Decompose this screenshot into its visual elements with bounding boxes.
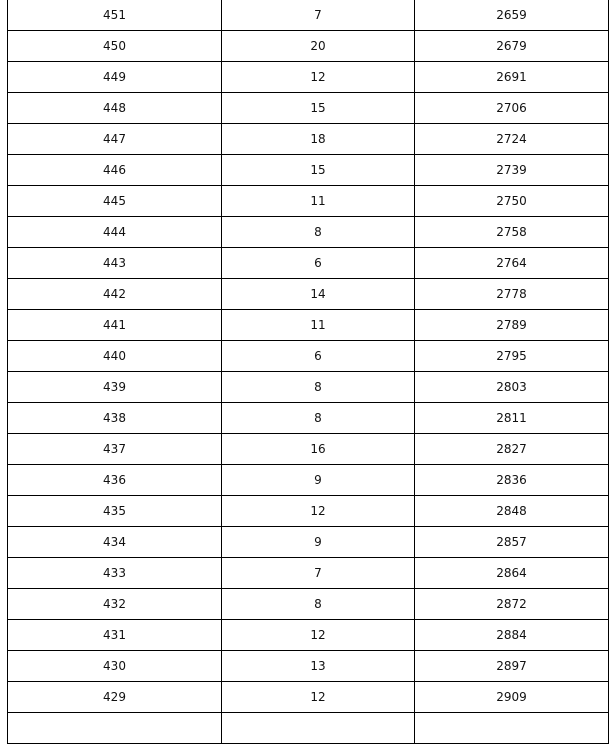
table-row bbox=[8, 124, 609, 155]
cumulative-cell: 2764 bbox=[415, 248, 609, 279]
count-cell: 13 bbox=[222, 651, 415, 682]
table-row bbox=[8, 31, 609, 62]
cumulative-cell: 2758 bbox=[415, 217, 609, 248]
cumulative-cell: 2811 bbox=[415, 403, 609, 434]
table-row bbox=[8, 651, 609, 682]
score-table-container bbox=[7, 0, 608, 744]
table-row bbox=[8, 527, 609, 558]
score-cell: 449 bbox=[8, 62, 222, 93]
cumulative-cell: 2864 bbox=[415, 558, 609, 589]
cumulative-cell: 2659 bbox=[415, 0, 609, 31]
cumulative-cell: 2827 bbox=[415, 434, 609, 465]
score-cell: 439 bbox=[8, 372, 222, 403]
count-cell: 14 bbox=[222, 279, 415, 310]
count-cell: 11 bbox=[222, 186, 415, 217]
count-cell: 20 bbox=[222, 31, 415, 62]
score-cell: 442 bbox=[8, 279, 222, 310]
count-cell: 16 bbox=[222, 434, 415, 465]
score-cell: 429 bbox=[8, 682, 222, 713]
table-row bbox=[8, 248, 609, 279]
score-cell: 443 bbox=[8, 248, 222, 279]
count-cell: 12 bbox=[222, 682, 415, 713]
score-cell: 436 bbox=[8, 465, 222, 496]
count-cell: 15 bbox=[222, 155, 415, 186]
cumulative-cell: 2706 bbox=[415, 93, 609, 124]
cumulative-cell: 2795 bbox=[415, 341, 609, 372]
count-cell: 11 bbox=[222, 310, 415, 341]
count-cell: 9 bbox=[222, 465, 415, 496]
score-cell: 438 bbox=[8, 403, 222, 434]
cumulative-cell: 2691 bbox=[415, 62, 609, 93]
score-cell bbox=[8, 713, 222, 744]
score-cell: 432 bbox=[8, 589, 222, 620]
score-cell: 430 bbox=[8, 651, 222, 682]
count-cell: 18 bbox=[222, 124, 415, 155]
cumulative-cell: 2789 bbox=[415, 310, 609, 341]
score-cell: 434 bbox=[8, 527, 222, 558]
table-row bbox=[8, 93, 609, 124]
table-row bbox=[8, 620, 609, 651]
count-cell: 6 bbox=[222, 341, 415, 372]
count-cell bbox=[222, 713, 415, 744]
cumulative-cell: 2836 bbox=[415, 465, 609, 496]
table-row bbox=[8, 713, 609, 744]
cumulative-cell: 2909 bbox=[415, 682, 609, 713]
table-row bbox=[8, 279, 609, 310]
table-row bbox=[8, 434, 609, 465]
table-row bbox=[8, 465, 609, 496]
count-cell: 7 bbox=[222, 0, 415, 31]
score-cell: 440 bbox=[8, 341, 222, 372]
score-cell: 431 bbox=[8, 620, 222, 651]
table-row bbox=[8, 403, 609, 434]
cumulative-cell bbox=[415, 713, 609, 744]
table-row bbox=[8, 372, 609, 403]
table-row bbox=[8, 186, 609, 217]
table-row bbox=[8, 558, 609, 589]
table-row bbox=[8, 589, 609, 620]
score-cell: 448 bbox=[8, 93, 222, 124]
cumulative-cell: 2897 bbox=[415, 651, 609, 682]
score-cell: 435 bbox=[8, 496, 222, 527]
count-cell: 12 bbox=[222, 496, 415, 527]
table-row bbox=[8, 62, 609, 93]
table-body bbox=[8, 0, 609, 744]
count-cell: 8 bbox=[222, 217, 415, 248]
count-cell: 8 bbox=[222, 589, 415, 620]
count-cell: 12 bbox=[222, 620, 415, 651]
cumulative-cell: 2778 bbox=[415, 279, 609, 310]
cumulative-cell: 2739 bbox=[415, 155, 609, 186]
count-cell: 8 bbox=[222, 372, 415, 403]
table-row bbox=[8, 310, 609, 341]
table-row bbox=[8, 341, 609, 372]
count-cell: 15 bbox=[222, 93, 415, 124]
score-cell: 445 bbox=[8, 186, 222, 217]
cumulative-cell: 2848 bbox=[415, 496, 609, 527]
cumulative-cell: 2803 bbox=[415, 372, 609, 403]
table-row bbox=[8, 682, 609, 713]
cumulative-cell: 2857 bbox=[415, 527, 609, 558]
count-cell: 8 bbox=[222, 403, 415, 434]
table-row bbox=[8, 217, 609, 248]
cumulative-cell: 2872 bbox=[415, 589, 609, 620]
table-row bbox=[8, 155, 609, 186]
score-cell: 444 bbox=[8, 217, 222, 248]
count-cell: 6 bbox=[222, 248, 415, 279]
count-cell: 12 bbox=[222, 62, 415, 93]
cumulative-cell: 2724 bbox=[415, 124, 609, 155]
score-cell: 451 bbox=[8, 0, 222, 31]
score-cell: 446 bbox=[8, 155, 222, 186]
score-table bbox=[7, 0, 609, 744]
score-cell: 441 bbox=[8, 310, 222, 341]
cumulative-cell: 2750 bbox=[415, 186, 609, 217]
count-cell: 7 bbox=[222, 558, 415, 589]
count-cell: 9 bbox=[222, 527, 415, 558]
score-cell: 450 bbox=[8, 31, 222, 62]
cumulative-cell: 2679 bbox=[415, 31, 609, 62]
table-row bbox=[8, 0, 609, 31]
cumulative-cell: 2884 bbox=[415, 620, 609, 651]
score-cell: 433 bbox=[8, 558, 222, 589]
score-cell: 437 bbox=[8, 434, 222, 465]
score-cell: 447 bbox=[8, 124, 222, 155]
table-row bbox=[8, 496, 609, 527]
